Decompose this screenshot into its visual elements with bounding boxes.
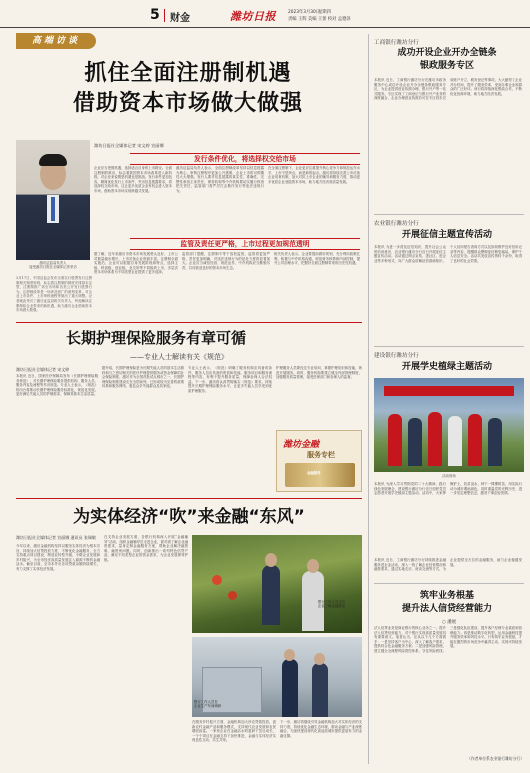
subhead-2: 监管及责任更严格，上市过程更加规范透明 [130,238,360,250]
right-article-2-source: 农业银行潍坊分行 [374,221,419,227]
page-number: 5 [150,7,160,23]
mid-byline: 潍坊日报社全媒体记者 宋文婷 [16,367,70,372]
main-col-2: 潍坊证监局负责人表示，全面注册制改革坚持以信息披露为核心，审核注册程序更加公开透明，企业上市的可预期性大大增强。发行人要对信息披露的真实性、准确性、完整性承担主体责任，保荐机构等中介机构要切实履行核查把关责任，监管部门将严厉打击欺诈发行等违法违规行为。 [176,166,264,193]
bottom-photo-2-caption: 银行工作人员在 企业生产车间调研 [194,700,222,709]
masthead-rule [0,27,530,28]
photo1-tomatoes-2 [228,591,237,600]
right-event-photo [374,378,524,472]
right-article-2-title: 开展征信主题宣传活动 [401,230,492,240]
main-headline-line2: 借助资本市场做大做强 [72,91,303,116]
issue-weekday: 星期四 [318,10,331,15]
subhead-bar-2 [130,238,360,248]
subhead-1: 发行条件优化，将选择权交给市场 [130,153,360,165]
bottom-col-4: 下一步，潍坊将继续引导金融机构加大对实体经济的支持力度，持续优化金融生态环境，推动金融与产业深度融合，为加快建设现代化高品质城市提供更加有力的金融支撑。 [280,720,362,738]
photo-crowd-4 [448,416,462,466]
right-divider-1 [374,214,524,215]
issue-date: 2023年3月30日 [288,10,321,15]
main-col-1: 企业应当把握机遇，选择适合自身的上市路径。全面注册制的推出，标志着我国资本市场改革进入新阶段，对企业来说既是机遇也是挑战。发行条件更加包容，精简优化发行上市条件，突出信息披露要求，将选择权交给市场，这让更多优质企业有机会进入资本市场，借助资本市场实现跨越式发展。 [94,166,172,193]
bottom-headline: 为实体经济“吹”来金融“东风” [73,507,305,527]
bottom-col-1: 今年以来，潍坊金融机构坚持以服务实体经济为根本宗旨，持续加大信贷投放力度，不断优化金融服务，全力支持重点项目建设、制造业转型升级、小微企业发展和乡村振兴，为全市经济高质量发展注入源源不断的金融活水。截至目前，全市本外币各项贷款余额持续增长，有力支撑了实体经济发展。 [16,544,100,571]
photo-crowd-1 [388,414,402,466]
right-divider-3 [374,583,524,584]
masthead [0,0,530,28]
bottom-col-3: 在服务乡村振兴方面，金融机构加大涉农贷款投放，创新农村金融产品和服务模式，支持现代农业发展和农民增收致富。一家家企业在金融活水的滋润下茁壮成长，一个个项目在金融支持下加快推进，金融与实体经济实现良性互动、共生共荣。 [192,720,276,743]
right-divider-2 [374,346,524,347]
finance-ad-box [276,430,362,492]
right-article-3-source: 建设银行潍坊分行 [374,353,419,359]
right-article-2-body: 本报讯 为进一步普及征信知识，提升社会公众的信用意识，农业银行潍坊分行近日开展征信主题宣传活动。活动通过网点宣传、进社区、进企业等多种形式，向广大群众讲解征信基础知识、个人信用报告查询方式以及如何维护良好信用记录等内容，提醒群众警惕征信修复骗局，保护个人信息安全。活动共发放宣传资料千余份，取得了良好的社会效果。 [374,245,522,263]
reporter-photo-caption: 潍坊证监局负责人 接受潍坊日报社全媒体记者采访 [29,261,77,270]
photo2-person-a [282,659,298,717]
ad-caption: 金融服务 [307,471,321,475]
photo-crowd-2 [408,418,422,466]
ad-title-line2: 服务专栏 [307,451,335,459]
mid-col-4: 护理服务人员要经过专业培训，掌握护理知识和技能，规范开展服务。同时，服务机构要建立健全内部管理制度，加强服务质量管理，接受医保部门和参保人的监督。 [276,366,362,380]
main-byline: 潍坊日报社全媒体记者 宋文婷 宣丽娜 [94,143,164,148]
bottom-col-2: 在支持企业发展方面，各银行机构深入开展“金融辅导”活动，组织金融辅导员走进企业，面对面了解企业融资需求，量身定制金融服务方案，帮助企业解决融资难、融资贵问题。同时，创新推出一系列特色信贷产品，满足不同类型企业的资金需求，为企业发展保驾护航。 [104,535,188,562]
subhead-bar-1 [130,153,360,163]
bottom-photo-1 [192,535,362,633]
right-bottom-title-line1: 筑牢业务根基 [419,591,474,601]
editor-credits: 责编 王辉 美编 王蕾 校对 孟德泽 [288,17,351,22]
right-bottom-footer-note: （作者单位系农业银行潍坊分行） [467,756,524,761]
photo-tie [51,197,55,221]
ad-title-line1: 潍坊金融 [283,440,320,450]
right-article-3-title: 开展学史植绿主题活动 [401,362,492,372]
right-event-photo-caption: 活动现场 [442,474,456,478]
mid-col-1: 本报讯 近日，国家医疗保障局发布《长期护理保险服务规范》，对长期护理保险服务提供机构、服务人员、服务内容及流程等作出规范。专业人士表示，《规范》的出台将推动长期护理保险服务标准化、规范化发展，更好满足失能人员的护理需求，保障其基本生活质量。 [16,374,98,397]
photo2-person-a-head [284,649,295,661]
photo-crowd-5 [468,414,482,466]
main-col-5: 监管部门提醒，注册制不等于放松监管，监管将更加严格，责任更加明确，对违法违规行为的惩处力度将显著加大。企业应当诚信经营、规范运作，中介机构应当勤勉尽责，共同营造良好的资本市场生态。 [182,252,270,270]
reporter-photo [16,140,90,260]
divider-main-mid [16,322,362,323]
masthead-divider [164,9,165,22]
mid-col-2: 据介绍，长期护理保险是为长期失能人员的基本生活照料和与之密切相关的医疗护理提供服务或资金保障的社会保险制度。潍坊作为全国首批试点城市之一，长期护理保险制度建设走在全国前列，已形成较为完善的政策体系和服务网络，惠及众多失能群众及其家庭。 [102,366,184,389]
photo1-tomatoes [212,575,222,585]
photo2-person-b-head [314,653,325,665]
main-col-4: 据了解，近年来潍坊市资本市场发展势头良好，上市公司数量稳步增长，上市后备企业资源丰富。注册制全面实施后，企业可以根据自身发展阶段和特点，选择主板、科创板、创业板、北交所等不同板块上市，多层次资本市场体系为不同类型企业提供了更多选择。 [94,252,178,275]
right-article-1-title-line2: 银政服务专区 [419,61,474,71]
main-col-3: 在全面注册制下，企业更应注重提升核心竞争力和规范运作水平，上市不是终点，而是新的起点。潍坊将持续完善上市后备企业培育机制，加大对拟上市企业的辅导和服务力度，推动更多优质企业登陆资本市场，助力地方经济高质量发展。 [268,166,360,184]
photo2-person-b [312,663,328,717]
photo1-person-a [262,565,280,625]
right-article-3-body: 本报讯 为深入学习贯彻党的二十大精神，践行绿色发展理念，建设银行潍坊分行近日组织党员志愿者开展学史植绿主题活动。活动中，大家挥锹铲土、扶苗浇水，种下一棵棵树苗，用实际行动为城市增添绿色，同时重温党的光辉历史，进一步坚定理想信念，激发干事创业热情。 [374,482,522,496]
right-article-1-body: 本报讯 近日，工商银行潍坊分行在潍坊市政务服务中心成功开设企业开办全链条银政服务专区，为企业提供营业执照办理、银行开户等一站式服务。专区实现了工商登记与银行开户业务的深度融合，企业办理营业执照后可在专区同步完成账户开立、税务登记等事项，大大缩短了企业开办时间，提升了服务效率，受到办事企业和群众的广泛好评。该行将持续深化银政合作，不断优化营商环境，助力地方经济发展。 [374,78,522,101]
right-article-1-source: 工商银行潍坊分行 [374,40,419,46]
photo-crowd-3 [428,412,442,466]
photo-crowd-6 [488,418,502,466]
right-column-divider [368,34,369,764]
right-bottom-author: ○ 潘展 [441,620,456,625]
paper-logo: 潍坊日报 [230,10,276,23]
photo-hair [39,154,67,166]
right-article-1-title-line1: 成功开设企业开办全链条 [397,48,497,58]
column-tag-label: 高端访谈 [31,36,80,46]
photo1-person-b-head [307,559,319,573]
column-tag [16,33,96,49]
main-headline-line1: 抓住全面注册制机遇 [84,61,292,86]
mid-headline: 长期护理保险服务有章可循 [66,329,247,347]
mid-subtitle: ——专业人士解读有关《规范》 [130,353,228,361]
main-intro: 3月17日，中国证监会发布全面实行股票发行注册制相关制度规则，标志着注册制的制度安排基本定型，注册制推广到全市场和各类公开发行股票行为。注册制改革是一场涉及面广的深刻变革，对企业上市条件、上市审核流程等做出了重大调整。记者就此采访了潍坊证监局相关负责人，听他解读注册制给企业带来的新机遇，助力潍坊企业借助资本市场做大做强。 [16,276,92,313]
bottom-byline: 潍坊日报社全媒体记者 宣丽娜 通讯员 张瑞敏 [16,535,96,540]
photo-banner [384,386,514,396]
bottom-photo-1-caption: 银行工作人员走访 企业了解金融需求 [318,600,346,609]
main-col-6: 相关负责人表示，企业要提前做好规划，充分利用政策红利，积极与中介机构沟通，规范财务核算和内部控制，提升公司治理水平，把握好全面注册制带来的历史性机遇。 [274,252,360,266]
section-name: 财金 [170,13,190,24]
right-bottom-top-body: 本报讯 近日，工商银行潍坊分行持续推进金融服务进企业活动，深入一线了解企业经营情况和融资需求，通过实地走访、座谈交流等方式，为企业提供全方位的金融服务，助力企业稳健发展。 [374,558,522,572]
photo1-person-a-head [265,553,277,567]
right-bottom-title-line2: 提升法人信贷经营能力 [401,604,492,614]
mid-col-3: 专业人士表示，《规范》明确了服务机构应具备的条件、服务人员应具备的资质和技能、服务项目和服务流程等内容，有利于提升服务质量，保障参保人合法权益。下一步，潍坊将认真贯彻落实《规范》要求，持续提升长期护理保险服务水平，让更多失能人员享受到优质护理服务。 [188,366,272,393]
right-bottom-body: 法人信贷业务是商业银行的核心业务之一，提升法人信贷经营能力，对于银行实现高质量发展具有重要意义。笔者认为，应从以下几个方面着手：一是坚持客户为中心，深入了解客户需求，提供综合化金融服务方案；二是加强风险管理，建立健全全流程风险管控体系，守住风险底线；三是强化队伍建设，提升客户经理专业素质和营销能力；四是推动数字化转型，运用金融科技提升服务效率和风控水平。只有筑牢业务根基，才能在激烈的市场竞争中赢得主动，实现可持续发展。 [374,626,522,653]
divider-mid-bottom [16,498,362,499]
